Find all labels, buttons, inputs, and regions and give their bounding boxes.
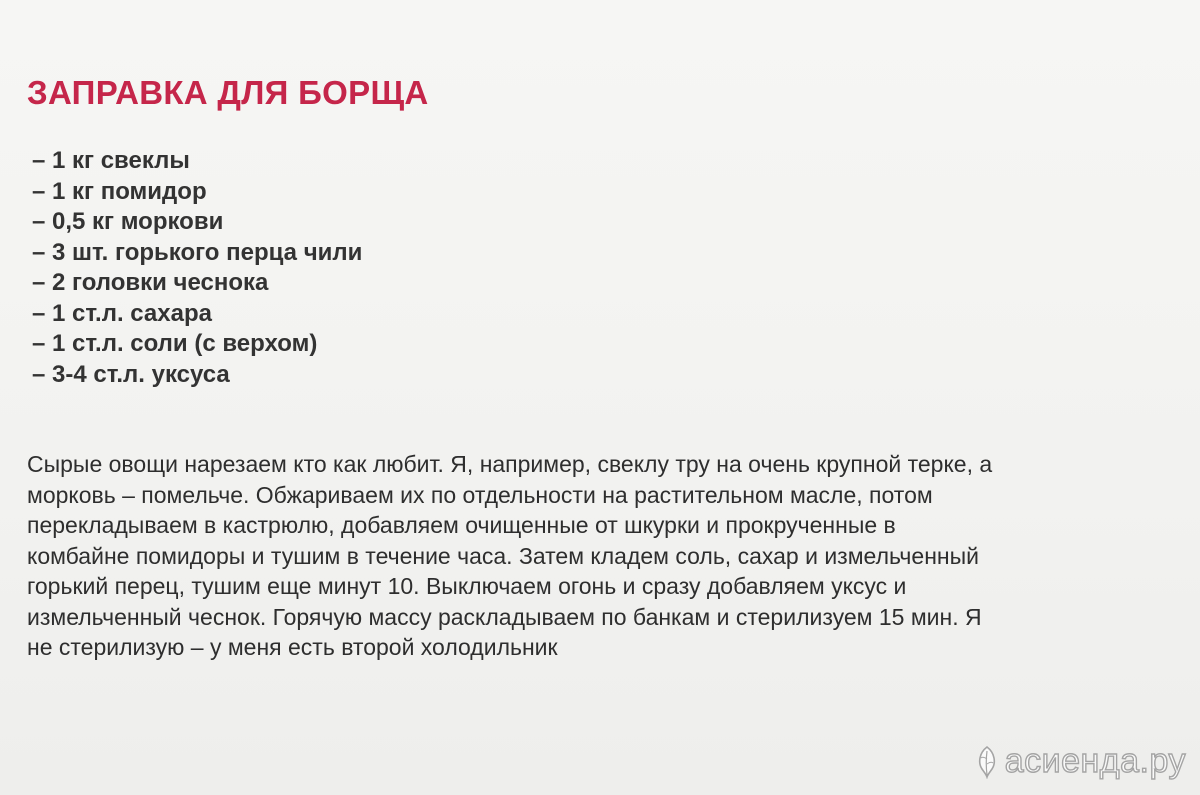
ingredient-item: – 3-4 ст.л. уксуса bbox=[32, 360, 230, 388]
recipe-title: ЗАПРАВКА ДЛЯ БОРЩА bbox=[27, 74, 429, 111]
ingredient-item: – 3 шт. горького перца чили bbox=[32, 238, 363, 266]
instructions-line: комбайне помидоры и тушим в течение часа. Затем кладем соль, сахар и измельченный bbox=[27, 542, 979, 569]
ingredient-item: – 2 головки чеснока bbox=[32, 269, 269, 296]
ingredient-item: – 1 ст.л. сахара bbox=[32, 299, 212, 327]
instructions-line: Сырые овощи нарезаем кто как любит. Я, например, свеклу тру на очень крупной терке, а bbox=[27, 451, 993, 477]
ingredient-item: – 1 кг помидор bbox=[32, 177, 207, 205]
ingredient-item: – 1 кг свеклы bbox=[32, 147, 190, 174]
instructions-line: морковь – помельче. Обжариваем их по отдельности на растительном масле, потом bbox=[27, 481, 933, 508]
leaf-logo-icon bbox=[973, 745, 1001, 779]
watermark-text: асиенда.ру bbox=[1004, 742, 1186, 780]
instructions-line: не стерилизую – у меня есть второй холодильник bbox=[27, 634, 558, 660]
ingredient-item: – 1 ст.л. соли (с верхом) bbox=[32, 330, 318, 357]
instructions-line: измельченный чеснок. Горячую массу раскладываем по банкам и стерилизуем 15 мин. Я bbox=[27, 603, 982, 630]
ingredient-list bbox=[32, 146, 362, 390]
ingredient-item: – 0,5 кг моркови bbox=[32, 208, 224, 235]
instructions-paragraph bbox=[27, 449, 1177, 663]
instructions-line: перекладываем в кастрюлю, добавляем очищенные от шкурки и прокрученные в bbox=[27, 512, 896, 538]
instructions-line: горький перец, тушим еще минут 10. Выключаем огонь и сразу добавляем уксус и bbox=[27, 573, 907, 599]
site-watermark bbox=[973, 742, 1186, 781]
